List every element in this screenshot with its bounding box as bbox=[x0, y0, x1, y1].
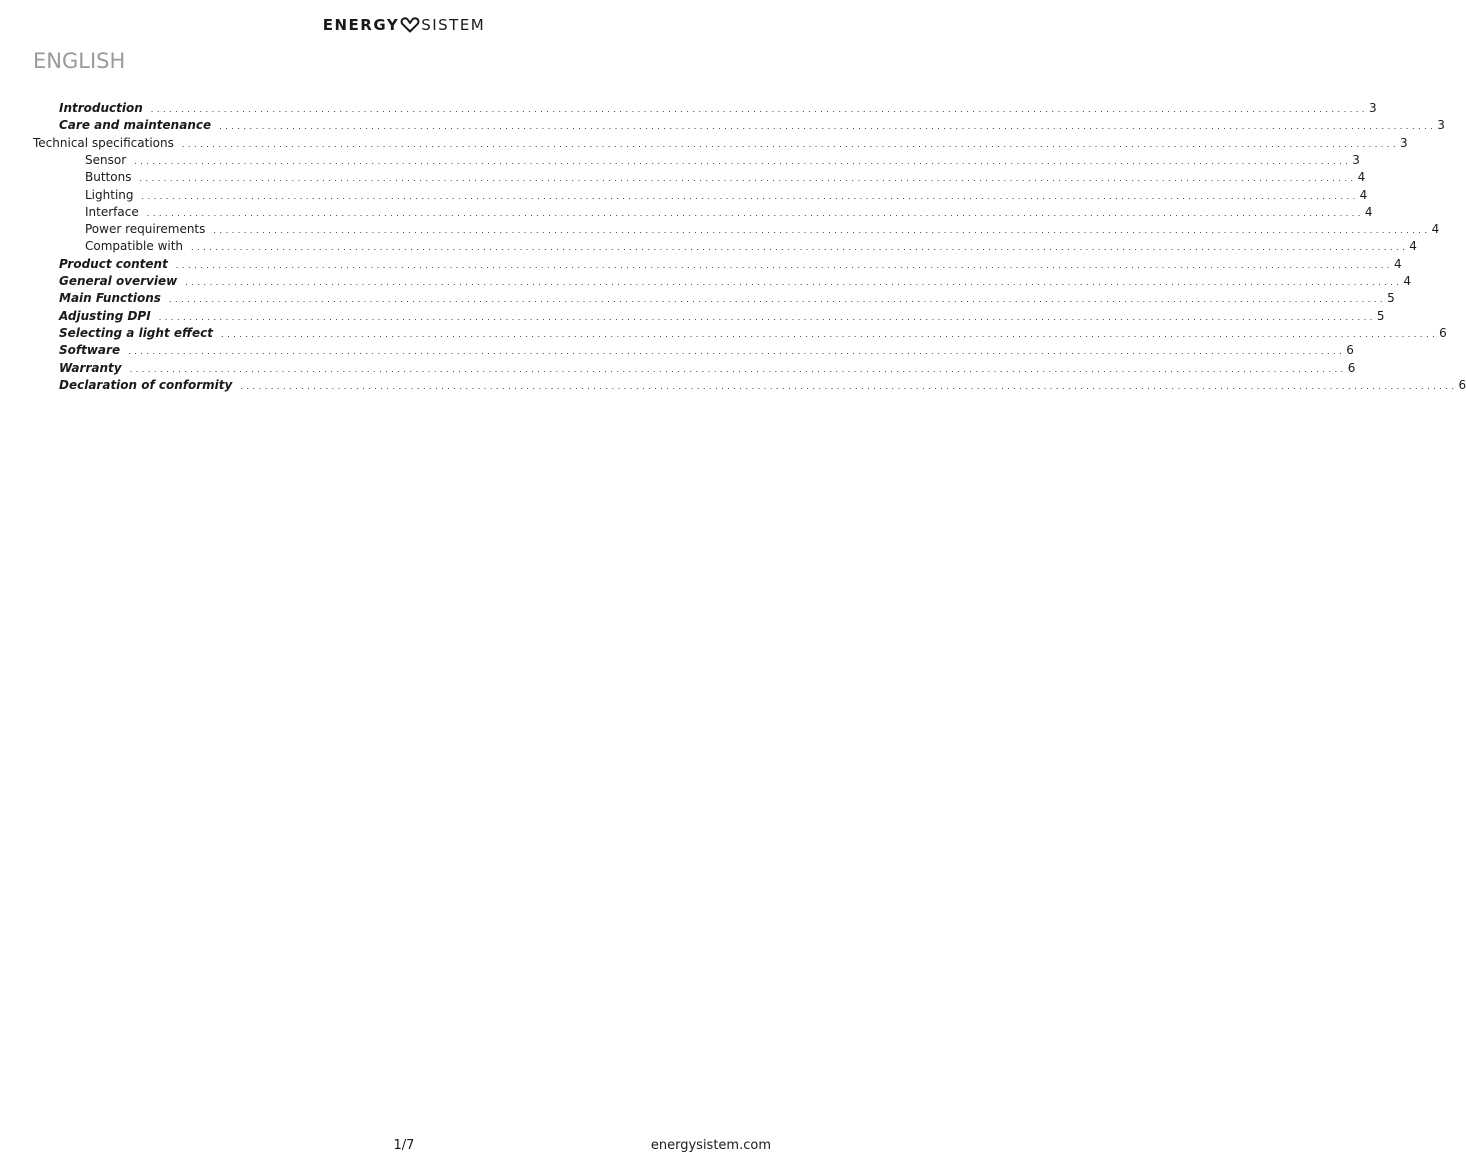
toc-entry-title: Compatible with bbox=[85, 239, 184, 254]
toc-entry-title: General overview bbox=[59, 274, 178, 288]
toc-dot-leader: . . . . . . . . . . . . . . . . . . . . . . . . . . . . . . . . . . . . . . . . . . . . . . . . . . . . . . . . . . . . . . . . . . . . . . . . . . . . . . . . . . . . . . . . . . . . . . . . . . . . . . . . . . . . . . . . . . . . . . . . . . . . . . . . . . . . . . . . . . . . . . . . . . . . . . . . . . . . . . . . . . . . . . . . . . . . . . . . . . . . . . . . . . . . . . . . . . . . . . . . bbox=[141, 191, 1356, 201]
toc-entry[interactable] bbox=[0, 377, 1466, 394]
brand-name-left: ENERGY bbox=[322, 16, 400, 34]
heart-check-icon bbox=[400, 17, 420, 37]
toc-entry[interactable] bbox=[0, 117, 1445, 134]
toc-dot-leader: . . . . . . . . . . . . . . . . . . . . . . . . . . . . . . . . . . . . . . . . . . . . . . . . . . . . . . . . . . . . . . . . . . . . . . . . . . . . . . . . . . . . . . . . . . . . . . . . . . . . . . . . . . . . . . . . . . . . . . . . . . . . . . . . . . . . . . . . . . . . . . . . . . . . . . . . . . . . . . . . . . . . . . . . . . . . . . . . . . . . . . . . . . . . . . . . . . . . . . . . bbox=[128, 347, 1343, 357]
toc-dot-leader: . . . . . . . . . . . . . . . . . . . . . . . . . . . . . . . . . . . . . . . . . . . . . . . . . . . . . . . . . . . . . . . . . . . . . . . . . . . . . . . . . . . . . . . . . . . . . . . . . . . . . . . . . . . . . . . . . . . . . . . . . . . . . . . . . . . . . . . . . . . . . . . . . . . . . . . . . . . . . . . . . . . . . . . . . . . . . . . . . . . . . . . . . . . . . . . . . . . . . . . . bbox=[139, 174, 1354, 184]
toc-entry[interactable] bbox=[0, 169, 1366, 186]
toc-entry-page: 5 bbox=[1376, 308, 1385, 323]
toc-dot-leader: . . . . . . . . . . . . . . . . . . . . . . . . . . . . . . . . . . . . . . . . . . . . . . . . . . . . . . . . . . . . . . . . . . . . . . . . . . . . . . . . . . . . . . . . . . . . . . . . . . . . . . . . . . . . . . . . . . . . . . . . . . . . . . . . . . . . . . . . . . . . . . . . . . . . . . . . . . . . . . . . . . . . . . . . . . . . . . . . . . . . . . . . . . . . . . . . . . . . . . . . bbox=[240, 381, 1455, 391]
toc-entry-title: Lighting bbox=[85, 187, 134, 202]
toc-entry-page: 3 bbox=[1352, 152, 1360, 167]
toc-dot-leader: . . . . . . . . . . . . . . . . . . . . . . . . . . . . . . . . . . . . . . . . . . . . . . . . . . . . . . . . . . . . . . . . . . . . . . . . . . . . . . . . . . . . . . . . . . . . . . . . . . . . . . . . . . . . . . . . . . . . . . . . . . . . . . . . . . . . . . . . . . . . . . . . . . . . . . . . . . . . . . . . . . . . . . . . . . . . . . . . . . . . . . . . . . . . . . . . . . . . . . . . bbox=[158, 312, 1373, 322]
toc-entry[interactable] bbox=[0, 325, 1447, 342]
language-title: ENGLISH bbox=[33, 49, 126, 73]
toc-entry-title: Power requirements bbox=[85, 222, 206, 237]
toc-entry[interactable] bbox=[0, 204, 1373, 221]
toc-entry[interactable] bbox=[0, 273, 1412, 290]
toc-dot-leader: . . . . . . . . . . . . . . . . . . . . . . . . . . . . . . . . . . . . . . . . . . . . . . . . . . . . . . . . . . . . . . . . . . . . . . . . . . . . . . . . . . . . . . . . . . . . . . . . . . . . . . . . . . . . . . . . . . . . . . . . . . . . . . . . . . . . . . . . . . . . . . . . . . . . . . . . . . . . . . . . . . . . . . . . . . . . . . . . . . . . . . . . . . . . . . . . . . . . . . . . bbox=[129, 364, 1344, 374]
toc-dot-leader: . . . . . . . . . . . . . . . . . . . . . . . . . . . . . . . . . . . . . . . . . . . . . . . . . . . . . . . . . . . . . . . . . . . . . . . . . . . . . . . . . . . . . . . . . . . . . . . . . . . . . . . . . . . . . . . . . . . . . . . . . . . . . . . . . . . . . . . . . . . . . . . . . . . . . . . . . . . . . . . . . . . . . . . . . . . . . . . . . . . . . . . . . . . . . . . . . . . . . . . . bbox=[185, 278, 1400, 287]
toc-entry-page: 3 bbox=[1400, 135, 1408, 150]
toc-entry-page: 3 bbox=[1437, 118, 1445, 133]
toc-dot-leader: . . . . . . . . . . . . . . . . . . . . . . . . . . . . . . . . . . . . . . . . . . . . . . . . . . . . . . . . . . . . . . . . . . . . . . . . . . . . . . . . . . . . . . . . . . . . . . . . . . . . . . . . . . . . . . . . . . . . . . . . . . . . . . . . . . . . . . . . . . . . . . . . . . . . . . . . . . . . . . . . . . . . . . . . . . . . . . . . . . . . . . . . . . . . . . . . . . . . . . . . bbox=[146, 208, 1361, 218]
toc-entry-page: 4 bbox=[1359, 187, 1368, 202]
toc-dot-leader: . . . . . . . . . . . . . . . . . . . . . . . . . . . . . . . . . . . . . . . . . . . . . . . . . . . . . . . . . . . . . . . . . . . . . . . . . . . . . . . . . . . . . . . . . . . . . . . . . . . . . . . . . . . . . . . . . . . . . . . . . . . . . . . . . . . . . . . . . . . . . . . . . . . . . . . . . . . . . . . . . . . . . . . . . . . . . . . . . . . . . . . . . . . . . . . . . . . . . . . . bbox=[220, 329, 1436, 339]
toc-entry-title: Interface bbox=[85, 204, 139, 219]
toc-dot-leader: . . . . . . . . . . . . . . . . . . . . . . . . . . . . . . . . . . . . . . . . . . . . . . . . . . . . . . . . . . . . . . . . . . . . . . . . . . . . . . . . . . . . . . . . . . . . . . . . . . . . . . . . . . . . . . . . . . . . . . . . . . . . . . . . . . . . . . . . . . . . . . . . . . . . . . . . . . . . . . . . . . . . . . . . . . . . . . . . . . . . . . . . . . . . . . . . . . . . . . . . bbox=[150, 105, 1365, 114]
toc-entry-page: 4 bbox=[1357, 170, 1366, 185]
toc-entry-page: 5 bbox=[1387, 291, 1395, 306]
toc-entry-title: Adjusting DPI bbox=[59, 308, 151, 323]
toc-entry-title: Technical specifications bbox=[33, 135, 174, 150]
toc-entry[interactable] bbox=[0, 135, 1408, 152]
toc-entry[interactable] bbox=[0, 152, 1360, 169]
toc-entry[interactable] bbox=[0, 360, 1356, 377]
toc-entry-title: Declaration of conformity bbox=[59, 377, 233, 392]
toc-dot-leader: . . . . . . . . . . . . . . . . . . . . . . . . . . . . . . . . . . . . . . . . . . . . . . . . . . . . . . . . . . . . . . . . . . . . . . . . . . . . . . . . . . . . . . . . . . . . . . . . . . . . . . . . . . . . . . . . . . . . . . . . . . . . . . . . . . . . . . . . . . . . . . . . . . . . . . . . . . . . . . . . . . . . . . . . . . . . . . . . . . . . . . . . . . . . . . . . . . . . . . . . bbox=[219, 122, 1434, 132]
toc-entry-page: 4 bbox=[1409, 239, 1417, 254]
toc-entry-title: Buttons bbox=[85, 170, 132, 185]
toc-entry[interactable] bbox=[0, 342, 1354, 359]
toc-entry[interactable] bbox=[0, 238, 1417, 255]
toc-entry-title: Software bbox=[59, 343, 121, 358]
toc-entry[interactable] bbox=[0, 308, 1385, 325]
toc-entry[interactable] bbox=[0, 290, 1395, 307]
toc-entry-page: 4 bbox=[1393, 256, 1402, 271]
toc-dot-leader: . . . . . . . . . . . . . . . . . . . . . . . . . . . . . . . . . . . . . . . . . . . . . . . . . . . . . . . . . . . . . . . . . . . . . . . . . . . . . . . . . . . . . . . . . . . . . . . . . . . . . . . . . . . . . . . . . . . . . . . . . . . . . . . . . . . . . . . . . . . . . . . . . . . . . . . . . . . . . . . . . . . . . . . . . . . . . . . . . . . . . . . . . . . . . . . . . . . . . . . . bbox=[191, 243, 1406, 253]
toc-entry[interactable] bbox=[0, 256, 1402, 273]
toc-dot-leader: . . . . . . . . . . . . . . . . . . . . . . . . . . . . . . . . . . . . . . . . . . . . . . . . . . . . . . . . . . . . . . . . . . . . . . . . . . . . . . . . . . . . . . . . . . . . . . . . . . . . . . . . . . . . . . . . . . . . . . . . . . . . . . . . . . . . . . . . . . . . . . . . . . . . . . . . . . . . . . . . . . . . . . . . . . . . . . . . . . . . . . . . . . . . . . . . . . . . . . . . bbox=[168, 295, 1384, 305]
toc-entry-page: 3 bbox=[1368, 101, 1377, 115]
toc-entry-title: Care and maintenance bbox=[59, 118, 212, 133]
toc-dot-leader: . . . . . . . . . . . . . . . . . . . . . . . . . . . . . . . . . . . . . . . . . . . . . . . . . . . . . . . . . . . . . . . . . . . . . . . . . . . . . . . . . . . . . . . . . . . . . . . . . . . . . . . . . . . . . . . . . . . . . . . . . . . . . . . . . . . . . . . . . . . . . . . . . . . . . . . . . . . . . . . . . . . . . . . . . . . . . . . . . . . . . . . . . . . . . . . . . . . . . . . . bbox=[134, 156, 1349, 166]
toc-dot-leader: . . . . . . . . . . . . . . . . . . . . . . . . . . . . . . . . . . . . . . . . . . . . . . . . . . . . . . . . . . . . . . . . . . . . . . . . . . . . . . . . . . . . . . . . . . . . . . . . . . . . . . . . . . . . . . . . . . . . . . . . . . . . . . . . . . . . . . . . . . . . . . . . . . . . . . . . . . . . . . . . . . . . . . . . . . . . . . . . . . . . . . . . . . . . . . . . . . . . . . . . bbox=[175, 260, 1390, 270]
toc-entry-page: 6 bbox=[1458, 377, 1466, 392]
toc-entry[interactable] bbox=[0, 187, 1368, 204]
toc-dot-leader: . . . . . . . . . . . . . . . . . . . . . . . . . . . . . . . . . . . . . . . . . . . . . . . . . . . . . . . . . . . . . . . . . . . . . . . . . . . . . . . . . . . . . . . . . . . . . . . . . . . . . . . . . . . . . . . . . . . . . . . . . . . . . . . . . . . . . . . . . . . . . . . . . . . . . . . . . . . . . . . . . . . . . . . . . . . . . . . . . . . . . . . . . . . . . . . . . . . . . . . . bbox=[213, 226, 1428, 236]
toc-entry-title: Product content bbox=[59, 256, 168, 271]
toc-entry-page: 6 bbox=[1439, 325, 1447, 340]
toc-entry-page: 6 bbox=[1346, 343, 1354, 358]
page-number: 1/7 bbox=[393, 1138, 415, 1153]
toc-entry-page: 4 bbox=[1431, 222, 1440, 237]
toc-entry-page: 4 bbox=[1403, 274, 1412, 288]
toc-entry-title: Introduction bbox=[59, 101, 143, 115]
brand-name-right: SISTEM bbox=[421, 16, 486, 34]
toc-entry-title: Main Functions bbox=[59, 291, 161, 306]
toc-dot-leader: . . . . . . . . . . . . . . . . . . . . . . . . . . . . . . . . . . . . . . . . . . . . . . . . . . . . . . . . . . . . . . . . . . . . . . . . . . . . . . . . . . . . . . . . . . . . . . . . . . . . . . . . . . . . . . . . . . . . . . . . . . . . . . . . . . . . . . . . . . . . . . . . . . . . . . . . . . . . . . . . . . . . . . . . . . . . . . . . . . . . . . . . . . . . . . . . . . . . . . . . bbox=[181, 139, 1397, 149]
website-link[interactable]: energysistem.com bbox=[650, 1138, 771, 1153]
toc-entry[interactable] bbox=[0, 221, 1440, 238]
toc-entry-page: 4 bbox=[1364, 204, 1373, 219]
toc-entry-title: Warranty bbox=[59, 360, 122, 375]
toc-entry[interactable] bbox=[0, 100, 1377, 117]
toc-entry-page: 6 bbox=[1347, 360, 1356, 375]
toc-entry-title: Sensor bbox=[85, 152, 127, 167]
brand-logo bbox=[0, 16, 808, 37]
toc-entry-title: Selecting a light effect bbox=[59, 325, 213, 340]
